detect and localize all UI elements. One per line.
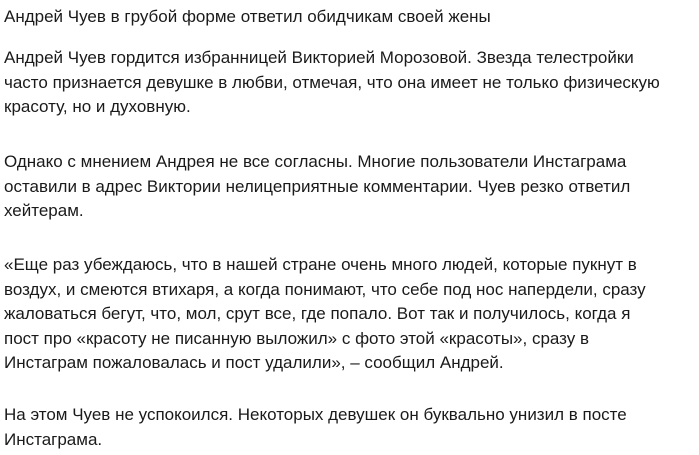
paragraph-line: «Еще раз убеждаюсь, что в нашей стране очень много людей, которые пукнут в [4,255,637,274]
paragraph-line: часто признается девушке в любви, отмечая, что она имеет не только физическую [4,72,660,92]
paragraph-4 [4,403,627,452]
paragraph-line: оставили в адрес Виктории нелицеприятные комментарии. Чуев резко ответил [4,176,631,196]
paragraph-line: Однако с мнением Андрея не все согласны. Многие пользователи Инстаграма [4,152,627,171]
paragraph-3-quote [4,253,646,376]
paragraph-line: Инстаграм пожаловалась и пост удалили», – сообщил Андрей. [4,353,504,372]
paragraph-line: жаловаться бегут, что, мол, срут все, где попало. Вот так и получилось, когда я [4,304,631,323]
paragraph-line: хейтерам. [4,201,84,220]
paragraph-line: На этом Чуев не успокоился. Некоторых девушек он буквально унизил в посте [4,405,627,424]
article-headline: Андрей Чуев в грубой форме ответил обидчикам своей жены [4,7,491,26]
paragraph-line: Инстаграма. [4,429,103,449]
paragraph-line: воздух, и смеются втихаря, а когда понимают, что себе под нос напердели, сразу [4,279,646,299]
paragraph-1 [4,46,660,120]
paragraph-line: Андрей Чуев гордится избранницей Викторией Морозовой. Звезда телестройки [4,48,634,67]
paragraph-2 [4,150,630,224]
paragraph-line: пост про «красоту не писанную выложил» с фото этой «красоты», сразу в [4,328,590,348]
paragraph-line: красоту, но и духовную. [4,97,191,116]
